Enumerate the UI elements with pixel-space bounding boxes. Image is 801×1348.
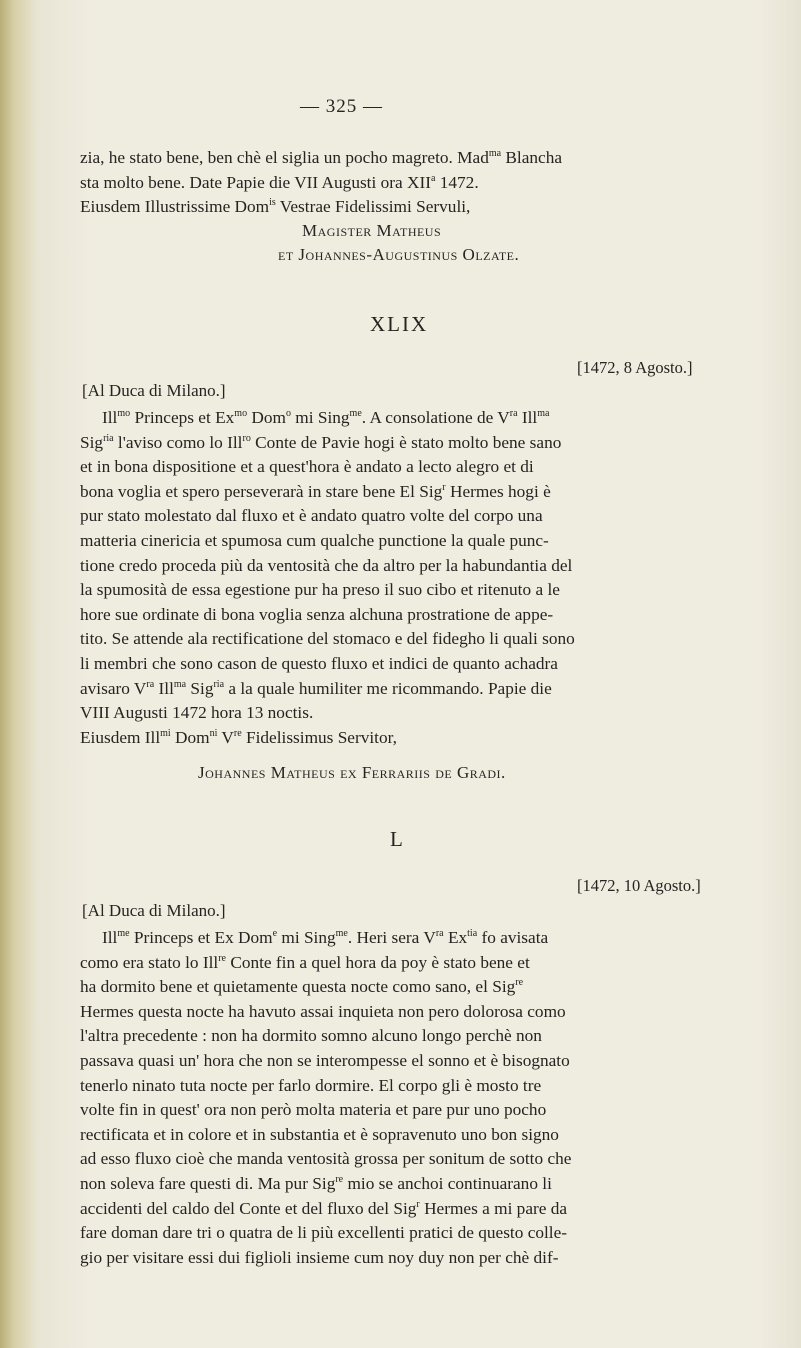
letter-49-body-line: avisaro $V^{ra}$ Ill$^{ma}$ Sig$^{ria}$ a la quale humiliter me ricommando. Papie die [80,678,552,698]
signature-1-line-2 [278,245,519,265]
top-paragraph [80,146,748,220]
letter-49-signature: Johannes Matheus ex Ferrariis de Gradi. [198,763,506,782]
letter-49-body-line: matteria cinericia et spumosa cum qualche punctione la quale punc- [80,530,549,550]
letter-49-date: [1472, 8 Agosto.] [577,358,693,377]
letter-49-body-line: et in bona dispositione et a quest'hora è andato a lecto alegro et di [80,457,534,477]
page-number: — 325 — [300,96,383,117]
letter-50-date: [1472, 10 Agosto.] [577,876,701,895]
signature-1-name-2: et Johannes-Augustinus Olzate. [278,245,520,264]
letter-50-body-line: Ill$^{me}$ Princeps et Ex Dom$^e$ mi Sing$^{me}$. Heri sera $V^{ra}$ $Ex^{tia}$ fo avisata [102,928,549,947]
letter-49-body-line: bona voglia et spero perseverarà in stare bene El Sig$^r$ Hermes hogi è [80,481,551,501]
letter-49-body [80,406,748,750]
letter-49-body-line: Sig$^{ria}$ l'aviso como lo Ill$^{ro}$ Conte de Pavie hogi è stato molto bene sano [80,432,562,452]
letter-49-body-line: VIII Augusti 1472 hora 13 noctis. [80,703,314,723]
top-paragraph-line: sta molto bene. Date Papie die VII Augusti ora XII$^a$ 1472. [80,172,479,192]
top-paragraph-line: Eiusdem Illustrissime Dom$^{is}$ Vestrae Fidelissimi Servuli, [80,197,471,217]
letter-50-body-line: volte fin in quest' ora non però molta materia et pare pur uno pocho [80,1100,547,1120]
letter-49-body-line: pur stato molestato dal fluxo et è andato quatro volte del corpo una [80,506,543,526]
letter-50-body-line: Hermes questa nocte ha havuto assai inquieta non pero dolorosa como [80,1001,566,1021]
letter-50-body-line: como era stato lo Ill$^{re}$ Conte fin a quel hora da poy è stato bene et [80,952,530,972]
letter-49-body-line: tito. Se attende ala rectificatione del stomaco e del fidegho li quali sono [80,629,575,649]
letter-50-body-line: l'altra precedente : non ha dormito somno alcuno longo perchè non [80,1026,542,1046]
letter-50-body-line: fare doman dare tri o quatra de li più excellenti pratici de questo colle- [80,1223,568,1243]
letter-49-body-line: Eiusdem Ill$^{mi}$ Dom$^{ni}$ Vre Fidelissimus Servitor, [80,727,398,747]
letter-50-body-line: accidenti del caldo del Conte et del fluxo del Sig$^r$ Hermes a mi pare da [80,1198,568,1218]
signature-1-line-1 [302,221,441,241]
letter-50-body-line: ha dormito bene et quietamente questa nocte como sano, el Sig$^{re}$ [80,977,524,997]
letter-50-body-line: passava quasi un' hora che non se interompesse el sonno et è bisognato [80,1050,570,1070]
letter-50-body-line: gio per visitare essi dui figlioli insieme cum noy duy non per chè dif- [80,1247,559,1267]
letter-49-number: XLIX [370,312,429,336]
letter-50-body-line: tenerlo ninato tuta nocte per farlo dormire. El corpo gli è mosto tre [80,1075,542,1095]
signature-1-name: Magister Matheus [302,221,442,240]
top-paragraph-line: zia, he stato bene, ben chè el siglia un pocho magreto. Mad$^{ma}$ Blancha [80,148,563,167]
letter-49-body-line: la spumosità de essa egestione pur ha preso il suo cibo et ritenuto a le [80,580,560,600]
letter-50-number: L [390,827,405,851]
letter-50-body [80,926,748,1270]
letter-49-body-line: hore sue ordinate di bona voglia senza alchuna prostratione de appe- [80,604,554,624]
letter-49-body-line: li membri che sono cason de questo fluxo et indici de quanto achadra [80,653,558,673]
letter-50-body-line: non soleva fare questi di. Ma pur Sig$^{re}$ mio se anchoi continuarano li [80,1173,552,1193]
letter-49-body-line: tione credo proceda più da ventosità che da altro per la habundantia del [80,555,573,575]
letter-50-body-line: ad esso fluxo cioè che manda ventosità grossa per sonitum de sotto che [80,1149,572,1169]
letter-49-addressee: [Al Duca di Milano.] [82,381,226,400]
letter-49-body-line: Ill$^{mo}$ Princeps et $Ex^{mo}$ Dom$^o$ mi Sing$^{me}$. A consolatione de $V^{ra}$ Ill$^{ma}$ [102,408,550,427]
letter-50-body-line: rectificata et in colore et in substantia et è sopravenuto uno bon signo [80,1124,559,1144]
letter-50-addressee: [Al Duca di Milano.] [82,901,226,920]
